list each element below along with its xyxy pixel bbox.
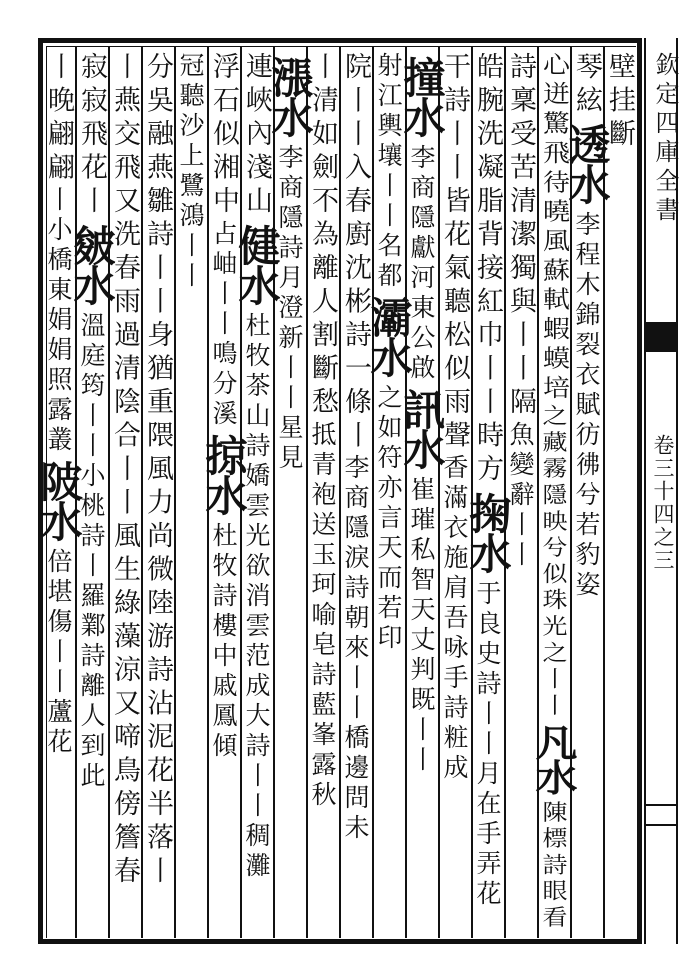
body-text: 寂寂飛花丨	[76, 52, 107, 220]
annotation-text: 之藏霧隱映兮似珠光之丨丨	[539, 404, 568, 720]
annotation-text: 冠聽沙上鷺鴻丨丨	[176, 52, 205, 292]
body-text: 浮石似湘中	[208, 52, 239, 220]
entry-heading: 健水	[232, 223, 282, 304]
entry-heading: 掬水	[463, 491, 513, 572]
entry-heading: 灞水	[364, 296, 414, 376]
body-text: 干詩丨丨皆花氣聽松似雨聲	[439, 52, 470, 454]
entry-heading: 皴水	[67, 223, 117, 304]
body-text: 連峽內淺山	[241, 52, 272, 220]
annotation-text: 香滿衣施肩吾咏手詩粧成	[440, 454, 469, 784]
annotation-text: 丨小橋東娟娟照露叢	[44, 186, 73, 456]
annotation-text: 李商隱獻河東公啟	[407, 144, 436, 384]
volume-number: 卷三十四之三	[651, 434, 675, 572]
annotation-text: 溫庭筠丨丨小桃詩丨	[77, 311, 106, 582]
body-text: 丨燕交飛又洗春雨過清陰合丨丨風生綠藻涼又啼鳥傍簷春	[109, 52, 140, 890]
annotation-text: 之如符亦言天而若印	[374, 384, 403, 654]
book-title: 欽定四庫全書	[651, 52, 679, 226]
body-text: 琴絃	[571, 52, 602, 119]
annotation-text: 占岫丨丨鳴分溪	[209, 219, 238, 430]
center-margin	[640, 38, 681, 944]
text-column	[34, 52, 84, 758]
entry-heading: 撞水	[397, 56, 447, 136]
annotation-text: 杜牧茶山詩嬌雲光	[242, 311, 271, 552]
annotation-text: 李程木錦裂衣賦彷彿兮若豹姿	[572, 211, 601, 601]
body-text: 丨清如劍不為離人割斷愁	[307, 52, 338, 421]
annotation-text: 李商隱詩月澄新丨丨星見	[275, 144, 304, 474]
body-text: 詩稟受苦清潔獨與丨丨隔	[505, 52, 536, 421]
entry-heading: 掠水	[199, 433, 249, 514]
body-text: 壁挂斷	[604, 52, 635, 153]
annotation-text: 射江輿壤丨丨名都	[374, 52, 403, 292]
entry-heading: 陂水	[34, 460, 84, 540]
fishtail-lower	[644, 804, 678, 826]
annotation-text: 魚變辭丨丨	[506, 420, 535, 571]
annotation-text: 抵青袍送玉珂喻皂詩藍峯露秋	[308, 420, 337, 811]
fishtail-mark	[644, 322, 678, 352]
entry-heading: 訊水	[397, 388, 447, 468]
body-text: 心迸驚飛待曉風蘇軾蝦蟆培	[538, 52, 569, 405]
annotation-text: 于良史詩丨丨月在手弄花	[473, 579, 502, 910]
annotation-text: 李商隱淚詩朝來丨丨橋邊問未	[341, 454, 370, 844]
entry-heading: 透水	[562, 123, 612, 203]
body-text: 分吳融燕雛詩丨丨身猶重隈風力尚微陸游詩沾泥花半落丨	[142, 52, 173, 890]
annotation-text: 陳標詩眼看	[539, 800, 568, 932]
annotation-text: 羅鄴詩離人到此	[77, 581, 106, 792]
body-text: 院丨丨入春廚沈彬詩一條丨	[340, 52, 371, 454]
annotation-text: 欲消雲范成大詩丨丨稠灘	[242, 551, 271, 882]
annotation-text: 崔璀私智天丈判既丨丨	[407, 476, 436, 776]
entry-heading: 凡水	[529, 723, 579, 794]
entry-heading: 漲水	[265, 56, 315, 136]
body-text: 皓腕洗凝脂背接紅巾丨丨時方	[472, 52, 503, 488]
annotation-text: 倍堪傷丨丨蘆花	[44, 548, 73, 758]
body-text: 丨晚翩翩	[43, 52, 74, 186]
annotation-text: 杜牧詩樓中戚鳳傾	[209, 521, 238, 762]
